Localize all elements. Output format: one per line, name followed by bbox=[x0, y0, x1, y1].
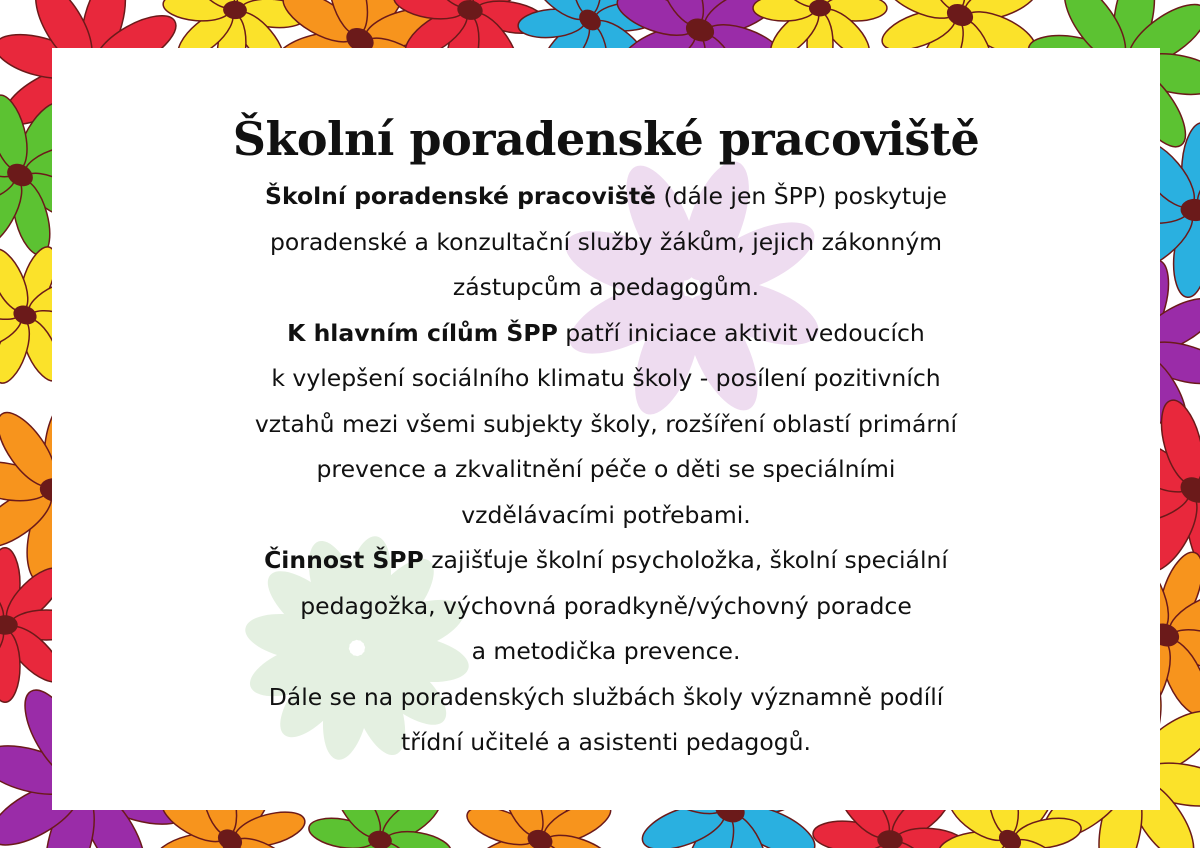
text-line: třídní učitelé a asistenti pedagogů. bbox=[400, 728, 812, 756]
text-card bbox=[52, 48, 1160, 810]
text-line: prevence a zkvalitnění péče o děti se speciálními bbox=[316, 455, 896, 483]
bold-lead: Činnost ŠPP bbox=[264, 546, 424, 574]
text-line: k vylepšení sociálního klimatu školy - posílení pozitivních bbox=[271, 364, 941, 392]
text-line: vzdělávacími potřebami. bbox=[461, 500, 751, 529]
content bbox=[52, 48, 1160, 810]
text-line: Dále se na poradenských službách školy významně podílí bbox=[268, 682, 944, 711]
text-line: patří iniciace aktivit vedoucích bbox=[557, 318, 925, 347]
bold-lead: Školní poradenské pracoviště bbox=[265, 182, 656, 210]
page-title: Školní poradenské pracoviště bbox=[232, 112, 980, 166]
paragraph-spp-staff bbox=[52, 538, 1160, 675]
text-line: zajišťuje školní psycholožka, školní speciální bbox=[423, 546, 948, 574]
text-line: pedagožka, výchovná poradkyně/výchovný poradce bbox=[300, 591, 912, 620]
paragraph-spp-teachers bbox=[52, 675, 1160, 766]
bold-lead: K hlavním cílům ŠPP bbox=[287, 318, 558, 347]
text-line: (dále jen ŠPP) poskytuje bbox=[656, 182, 947, 210]
text-line: a metodička prevence. bbox=[471, 637, 741, 665]
paragraph-spp-intro bbox=[52, 174, 1160, 311]
text-line: vztahů mezi všemi subjekty školy, rozšíření oblastí primární bbox=[254, 409, 958, 438]
text-line: poradenské a konzultační služby žákům, jejich zákonným bbox=[269, 227, 943, 256]
paragraph-spp-goals bbox=[52, 311, 1160, 539]
text-line: zástupcům a pedagogům. bbox=[452, 273, 760, 301]
